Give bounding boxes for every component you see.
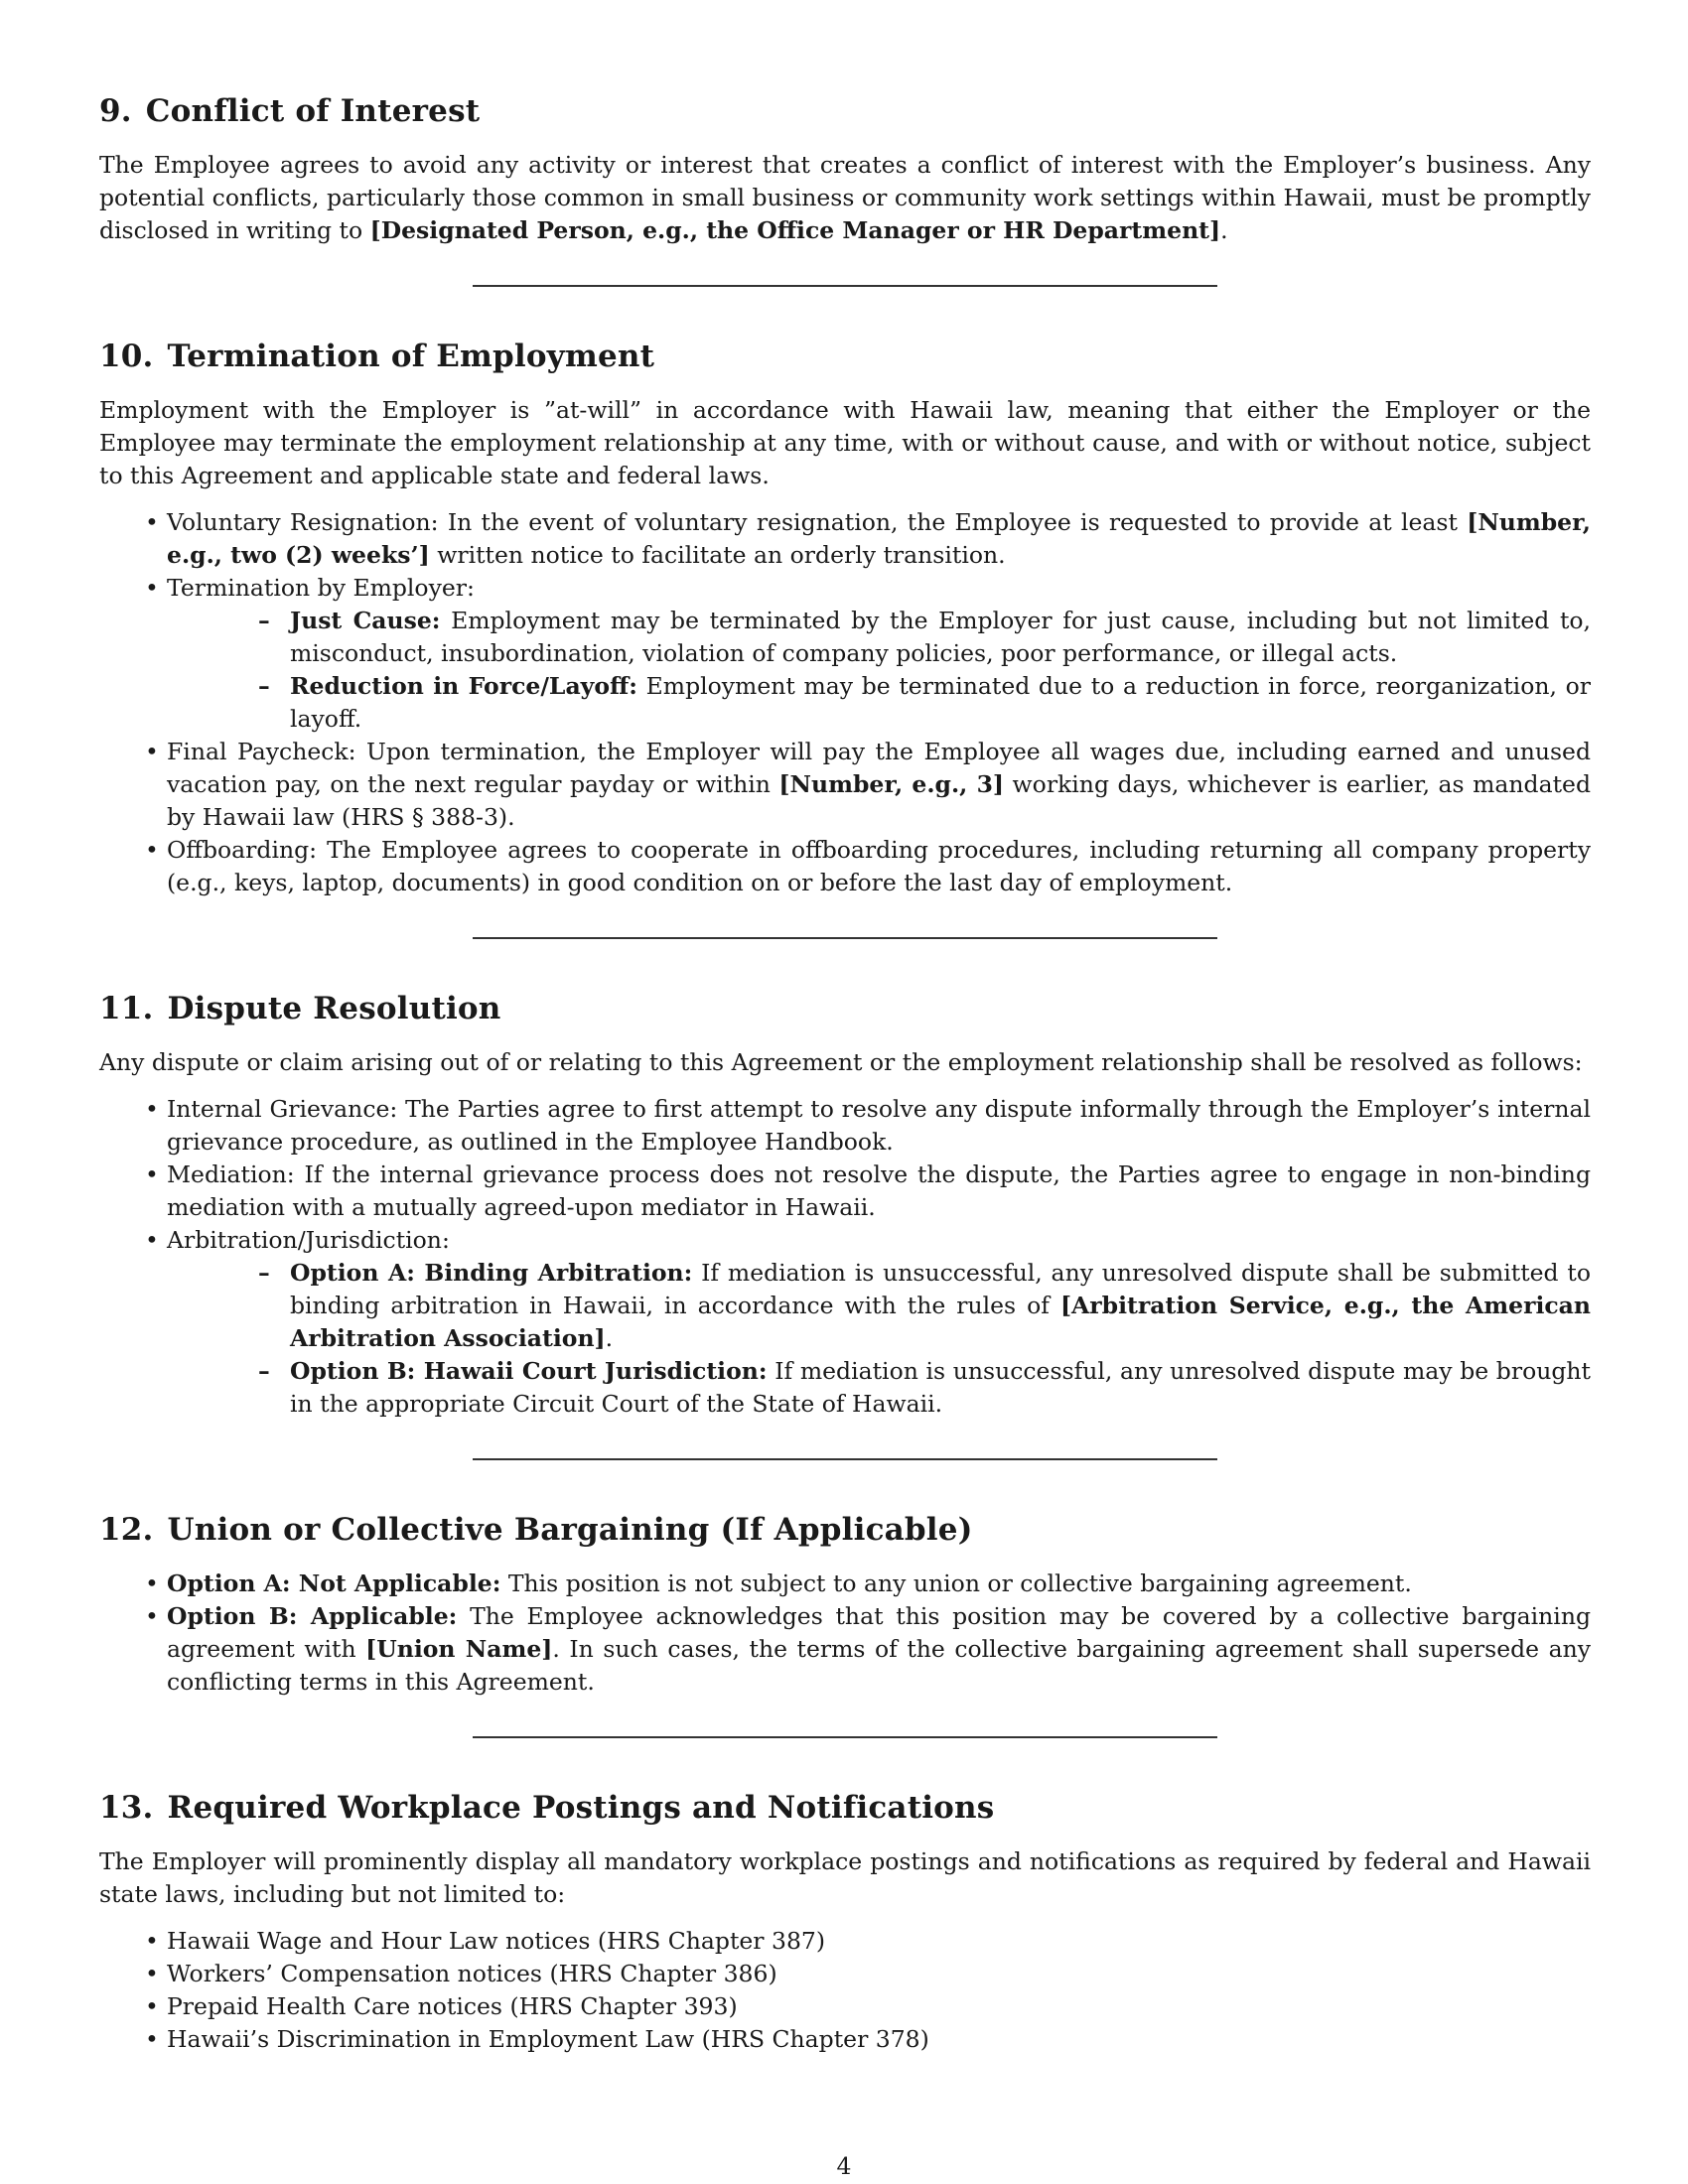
- bullet-list: [99, 1568, 1591, 1699]
- section-divider: [473, 285, 1217, 287]
- placeholder-field: [Union Name]: [365, 1635, 553, 1663]
- paragraph: [99, 149, 1591, 247]
- list-item-text: Voluntary Resignation: In the event of voluntary resignation, the Employee is requested to provide at least: [167, 508, 1468, 536]
- document-page: [99, 91, 1591, 2056]
- sub-list-item: [228, 605, 1591, 670]
- section-10: [99, 337, 1591, 899]
- sub-item-text: Employment may be terminated by the Employer for just cause, including but not limited to, misconduct, insubordination, violation of company policies, poor performance, or illegal acts.: [290, 607, 1592, 667]
- sub-item-label: Option B: Hawaii Court Jurisdiction:: [290, 1357, 768, 1385]
- sub-item-text: If mediation is unsuccessful, any unresolved dispute shall be submitted to binding arbitration in Hawaii, in accordance with the rules of: [290, 1259, 1591, 1319]
- list-item-text: Offboarding: The Employee agrees to cooperate in offboarding procedures, including returning all company property (e.g., keys, laptop, documents) in good condition on or before the last day of employment.: [167, 836, 1591, 896]
- sub-list-item: [228, 670, 1591, 736]
- sub-item-text: Employment may be terminated due to a reduction in force, reorganization, or layoff.: [290, 672, 1591, 733]
- sub-item-label: Option A: Binding Arbitration:: [290, 1259, 693, 1287]
- bullet-list: [99, 1925, 1591, 2056]
- section-heading: [99, 91, 1591, 131]
- bullet-list: [99, 506, 1591, 899]
- list-item: [99, 1224, 1591, 1421]
- section-number: 10.: [99, 339, 154, 374]
- list-item-text: Arbitration/Jurisdiction:: [167, 1226, 450, 1254]
- list-item-text: written notice to facilitate an orderly transition.: [429, 541, 1006, 569]
- option-label: Option B: Applicable:: [167, 1602, 458, 1630]
- list-item: [99, 736, 1591, 834]
- section-divider: [473, 1458, 1217, 1460]
- list-item-text: Termination by Employer:: [167, 574, 475, 602]
- paragraph: Any dispute or claim arising out of or relating to this Agreement or the employment relationship shall be resolved as follows:: [99, 1048, 1583, 1076]
- list-item: • Workers’ Compensation notices (HRS Chapter 386): [99, 1958, 1591, 1990]
- list-item-text: working days, whichever is earlier, as mandated by Hawaii law (HRS § 388-3).: [167, 770, 1591, 831]
- list-item: [99, 834, 1591, 899]
- section-heading: [99, 1510, 1591, 1550]
- section-number: 12.: [99, 1512, 154, 1548]
- sub-list: [167, 605, 1591, 736]
- list-item: [99, 506, 1591, 572]
- section-divider: [473, 937, 1217, 939]
- sub-list-item: [228, 1355, 1591, 1421]
- sub-item-text: If mediation is unsuccessful, any unresolved dispute may be brought in the appropriate Circuit Court of the State of Hawaii.: [290, 1357, 1591, 1418]
- paragraph: The Employer will prominently display all mandatory workplace postings and notifications as required by federal and Hawaii state laws, including but not limited to:: [99, 1847, 1591, 1908]
- list-item: [99, 1600, 1591, 1699]
- sub-list-item: [228, 1257, 1591, 1355]
- list-item-text: This position is not subject to any union or collective bargaining agreement.: [500, 1570, 1412, 1597]
- list-item-text: Internal Grievance: The Parties agree to first attempt to resolve any dispute informally through the Employer’s internal grievance procedure, as outlined in the Employee Handbook.: [167, 1095, 1591, 1156]
- list-item-text: . In such cases, the terms of the collective bargaining agreement shall supersede any conflicting terms in this Agreement.: [167, 1635, 1591, 1696]
- page-number: 4: [836, 2152, 852, 2180]
- section-number: 11.: [99, 991, 154, 1026]
- section-heading: [99, 989, 1591, 1028]
- section-title: Dispute Resolution: [167, 991, 501, 1026]
- section-divider: [473, 1736, 1217, 1738]
- placeholder-field: [Number, e.g., 3]: [778, 770, 1005, 798]
- list-item: • Prepaid Health Care notices (HRS Chapter 393): [99, 1990, 1591, 2023]
- section-title: Termination of Employment: [167, 339, 655, 374]
- section-heading: [99, 1788, 1591, 1828]
- list-item: [99, 1159, 1591, 1224]
- section-9: [99, 91, 1591, 247]
- option-label: Option A: Not Applicable:: [167, 1570, 501, 1597]
- section-13: [99, 1788, 1591, 2056]
- list-item-text: Final Paycheck: Upon termination, the Employer will pay the Employee all wages due, including earned and unused vacation pay, on the next regular payday or within: [167, 738, 1591, 798]
- list-item: [99, 572, 1591, 736]
- paragraph-text: .: [1220, 216, 1228, 244]
- bullet-list: [99, 1093, 1591, 1421]
- list-item: [99, 1568, 1591, 1600]
- section-title: Union or Collective Bargaining (If Applicable): [167, 1512, 973, 1548]
- section-number: 9.: [99, 93, 132, 129]
- section-heading: [99, 337, 1591, 376]
- section-12: [99, 1510, 1591, 1699]
- list-item-text: The Employee acknowledges that this position may be covered by a collective bargaining agreement with: [167, 1602, 1592, 1663]
- section-11: [99, 989, 1591, 1421]
- sub-list: [167, 1257, 1591, 1421]
- list-item: • Hawaii’s Discrimination in Employment Law (HRS Chapter 378): [99, 2023, 1591, 2056]
- section-title: Required Workplace Postings and Notifications: [167, 1790, 995, 1826]
- section-title: Conflict of Interest: [145, 93, 481, 129]
- paragraph: Employment with the Employer is ”at-will” in accordance with Hawaii law, meaning that either the Employer or the Employee may terminate the employment relationship at any time, with or without cause, and with or without notice, subject to this Agreement and applicable state and federal laws.: [99, 396, 1591, 489]
- section-number: 13.: [99, 1790, 154, 1826]
- sub-item-label: Just Cause:: [290, 607, 441, 634]
- placeholder-field: [Number, e.g., two (2) weeks’]: [167, 508, 1591, 569]
- sub-item-label: Reduction in Force/Layoff:: [290, 672, 637, 700]
- list-item-text: Mediation: If the internal grievance process does not resolve the dispute, the Parties agree to engage in non-binding mediation with a mutually agreed-upon mediator in Hawaii.: [167, 1160, 1591, 1221]
- sub-item-text: .: [605, 1324, 614, 1352]
- list-item: [99, 1093, 1591, 1159]
- placeholder-field: [Arbitration Service, e.g., the American Arbitration Association]: [290, 1292, 1591, 1352]
- placeholder-field: [Designated Person, e.g., the Office Manager or HR Department]: [369, 216, 1221, 244]
- list-item: • Hawaii Wage and Hour Law notices (HRS Chapter 387): [99, 1925, 1591, 1958]
- paragraph-text: The Employee agrees to avoid any activity or interest that creates a conflict of interest with the Employer’s business. Any potential conflicts, particularly those common in small business or community work settings within Hawaii, must be promptly disclosed in writing to: [99, 151, 1591, 244]
